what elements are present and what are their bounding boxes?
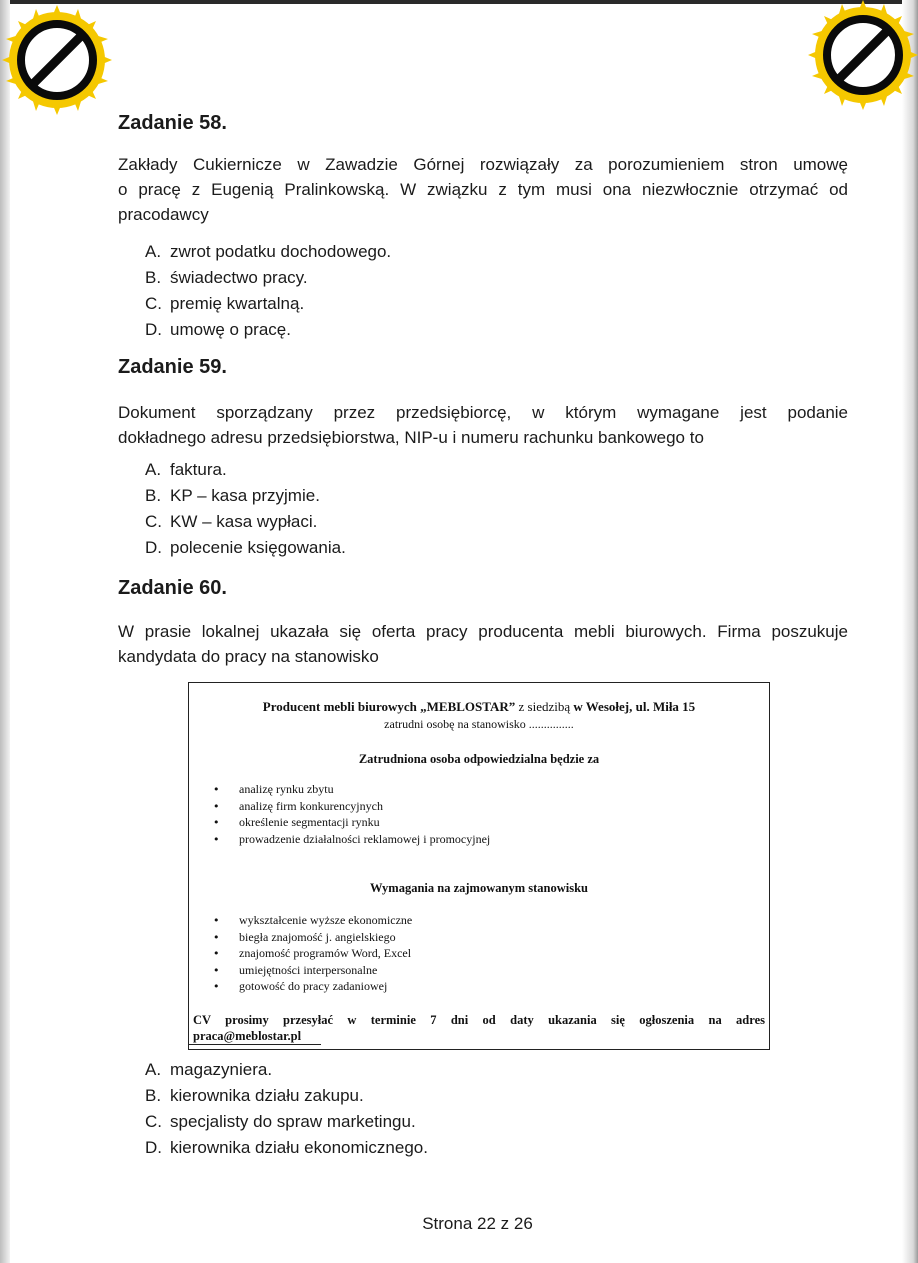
answer-option: B. świadectwo pracy. bbox=[145, 268, 308, 287]
page-number: Strona 22 z 26 bbox=[422, 1214, 533, 1233]
ad-requirements-list bbox=[213, 912, 412, 995]
answer-option: D. umowę o pracę. bbox=[145, 320, 291, 339]
ad-footer-text: CV prosimy przesyłać w terminie 7 dni od daty ukazania się ogłoszenia na adres bbox=[193, 1013, 765, 1027]
task-60-answers bbox=[145, 1057, 428, 1161]
answer-option: C. KW – kasa wypłaci. bbox=[145, 512, 318, 531]
task-60-question-line-1: W prasie lokalnej ukazała się oferta pracy producenta mebli biurowych. Firma poszukuje bbox=[118, 622, 848, 641]
list-item: • umiejętności interpersonalne bbox=[213, 962, 412, 979]
list-item: • znajomość programów Word, Excel bbox=[213, 945, 412, 962]
ad-responsibilities-list bbox=[213, 781, 490, 847]
task-60-question bbox=[118, 619, 848, 669]
ad-hire-line: zatrudni osobę na stanowisko ............... bbox=[384, 717, 574, 731]
task-58-title: Zadanie 58. bbox=[118, 112, 227, 134]
ad-requirements-heading: Wymagania na zajmowanym stanowisku bbox=[370, 881, 588, 895]
task-59-question bbox=[118, 400, 848, 450]
answer-option: A. zwrot podatku dochodowego. bbox=[145, 242, 392, 261]
ad-company-line: Producent mebli biurowych „MEBLOSTAR” z siedzibą w Wesołej, ul. Miła 15 bbox=[262, 699, 696, 714]
task-58-question-line-1: Zakłady Cukiernicze w Zawadzie Górnej rozwiązały za porozumieniem stron umowę bbox=[118, 155, 848, 174]
scan-right-edge bbox=[902, 0, 918, 1263]
list-item: • biegła znajomość j. angielskiego bbox=[213, 929, 412, 946]
task-58-question bbox=[118, 152, 848, 227]
prohibited-sign-icon bbox=[2, 5, 112, 115]
task-59-question-line-2: dokładnego adresu przedsiębiorstwa, NIP-u i numeru rachunku bankowego to bbox=[118, 428, 704, 447]
list-item: • analizę rynku zbytu bbox=[213, 781, 490, 798]
prohibited-sign-icon bbox=[808, 0, 918, 110]
job-advertisement bbox=[188, 682, 770, 1050]
task-60-question-line-2: kandydata do pracy na stanowisko bbox=[118, 647, 379, 666]
divider bbox=[189, 1044, 321, 1045]
task-58-answers bbox=[145, 239, 391, 343]
list-item: • prowadzenie działalności reklamowej i promocyjnej bbox=[213, 831, 490, 848]
ad-responsibilities-heading: Zatrudniona osoba odpowiedzialna będzie za bbox=[358, 752, 600, 766]
task-59-answers bbox=[145, 457, 346, 561]
answer-option: B. KP – kasa przyjmie. bbox=[145, 486, 320, 505]
answer-option: D. polecenie księgowania. bbox=[145, 538, 346, 557]
answer-option: C. premię kwartalną. bbox=[145, 294, 305, 313]
list-item: • określenie segmentacji rynku bbox=[213, 814, 490, 831]
list-item: • gotowość do pracy zadaniowej bbox=[213, 978, 412, 995]
answer-option: C. specjalisty do spraw marketingu. bbox=[145, 1112, 416, 1131]
list-item: • wykształcenie wyższe ekonomiczne bbox=[213, 912, 412, 929]
answer-option: B. kierownika działu zakupu. bbox=[145, 1086, 364, 1105]
task-59-question-line-1: Dokument sporządzany przez przedsiębiorcę, w którym wymagane jest podanie bbox=[118, 403, 848, 422]
answer-option: A. magazyniera. bbox=[145, 1060, 273, 1079]
task-58-question-line-3: pracodawcy bbox=[118, 205, 209, 224]
scan-top-edge bbox=[0, 0, 918, 4]
ad-email: praca@meblostar.pl bbox=[193, 1029, 302, 1043]
task-59-title: Zadanie 59. bbox=[118, 356, 227, 378]
task-60-title: Zadanie 60. bbox=[118, 577, 227, 599]
scan-left-edge bbox=[0, 0, 10, 1263]
list-item: • analizę firm konkurencyjnych bbox=[213, 798, 490, 815]
answer-option: D. kierownika działu ekonomicznego. bbox=[145, 1138, 428, 1157]
answer-option: A. faktura. bbox=[145, 460, 227, 479]
task-58-question-line-2: o pracę z Eugenią Pralinkowską. W związku z tym musi ona niezwłocznie otrzymać od bbox=[118, 180, 848, 199]
